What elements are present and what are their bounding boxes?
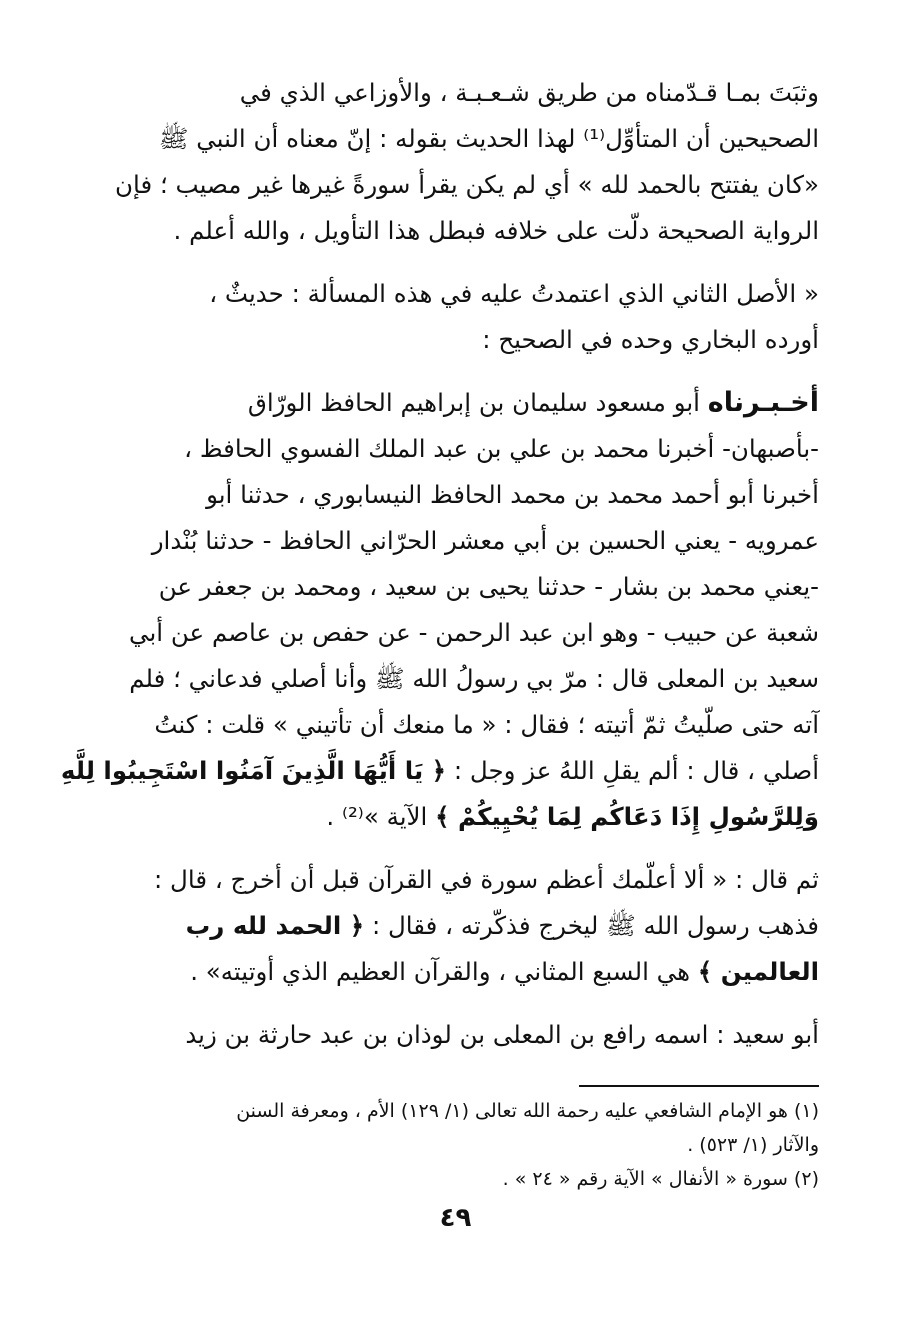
paragraph-abu-said [91, 1012, 819, 1058]
text-line: الرواية الصحيحة دلّت على خلافه فبطل هذا التأويل ، والله أعلم . [173, 216, 819, 245]
text-line: «كان يفتتح بالحمد لله » أي لم يكن يقرأ سورةً غيرها غير مصيب ؛ فإن [115, 170, 819, 199]
footnote-line: (١) هو الإمام الشافعي عليه رحمة الله تعالى (١/ ١٢٩) الأم ، ومعرفة السنن [236, 1100, 819, 1122]
text-line [91, 949, 819, 995]
document-body [60, 70, 819, 1075]
footnote-line: (٢) سورة « الأنفال » الآية رقم « ٢٤ » . [502, 1168, 819, 1190]
text-line: أخبرنا أبو أحمد محمد بن محمد الحافظ النيسابوري ، حدثنا أبو [206, 480, 819, 509]
text-segment: الآية »⁽²⁾ . [326, 802, 428, 831]
text-line: آته حتى صلّيتُ ثمّ أتيته ؛ فقال : « ما منعك أن تأتيني » قلت : كنتُ [154, 710, 819, 739]
text-segment: هي السبع المثاني ، والقرآن العظيم الذي أوتيته» . [190, 957, 691, 986]
quran-verse: العالمين ﴾ [697, 957, 819, 986]
text-segment: أصلي ، قال : ألم يقلِ اللهُ عز وجل : [453, 756, 819, 785]
footnote-line: والآثار (١/ ٥٢٣) . [687, 1134, 819, 1156]
footnote-divider [579, 1085, 819, 1087]
footnotes [91, 1094, 819, 1196]
quran-verse: وَلِلرَّسُولِ إِذَا دَعَاكُم لِمَا يُحْيِيكُمْ ﴾ [435, 802, 819, 831]
text-line: أبو سعيد : اسمه رافع بن المعلى بن لوذان بن عبد حارثة بن زيد [185, 1020, 819, 1049]
quran-verse: ﴿ يَا أَيُّهَا الَّذِينَ آمَنُوا اسْتَجِيبُوا لِلَّهِ [60, 756, 447, 785]
paragraph-hadith-ruling [91, 70, 819, 254]
text-line: -يعني محمد بن بشار - حدثنا يحيى بن سعيد ، ومحمد بن جعفر عن [158, 572, 819, 601]
text-line [91, 903, 819, 949]
text-line: الصحيحين أن المتأوِّل⁽¹⁾ لهذا الحديث بقوله : إنّ معناه أن النبي ﷺ [158, 124, 819, 153]
text-segment: فذهب رسول الله ﷺ ليخرج فذكّرته ، فقال : [371, 911, 819, 940]
text-line: عمرويه - يعني الحسين بن أبي معشر الحرّاني الحافظ - حدثنا بُنْدار [151, 526, 819, 555]
paragraph-hadith-chain [60, 380, 819, 840]
text-line: « الأصل الثاني الذي اعتمدتُ عليه في هذه المسألة : حديثٌ ، [209, 279, 819, 308]
text-line: شعبة عن حبيب - وهو ابن عبد الرحمن - عن حفص بن عاصم عن أبي [129, 618, 819, 647]
paragraph-second-principle [91, 271, 819, 363]
text-line: أورده البخاري وحده في الصحيح : [482, 325, 819, 354]
text-line: -بأصبهان- أخبرنا محمد بن علي بن عبد الملك الفسوي الحافظ ، [184, 434, 819, 463]
page-number: ٤٩ [439, 1203, 472, 1233]
paragraph-greatest-surah [91, 857, 819, 995]
text-line: سعيد بن المعلى قال : مرّ بي رسولُ الله ﷺ وأنا أصلي فدعاني ؛ فلم [129, 664, 819, 693]
text-segment: أبو مسعود سليمان بن إبراهيم الحافظ الورّاق [247, 388, 700, 417]
text-line [91, 380, 819, 426]
text-line: ثم قال : « ألا أعلّمك أعظم سورة في القرآن قبل أن أخرج ، قال : [154, 865, 819, 894]
text-line [91, 794, 819, 840]
footnote-1 [91, 1094, 819, 1162]
lead-word: أخـبـرناه [707, 387, 819, 418]
quran-verse: ﴿ الحمد لله رب [185, 911, 365, 940]
text-line [60, 748, 819, 794]
footnote-2 [91, 1162, 819, 1196]
text-line: وثبَتَ بمـا قـدّمناه من طريق شـعـبـة ، والأوزاعي الذي في [239, 78, 819, 107]
